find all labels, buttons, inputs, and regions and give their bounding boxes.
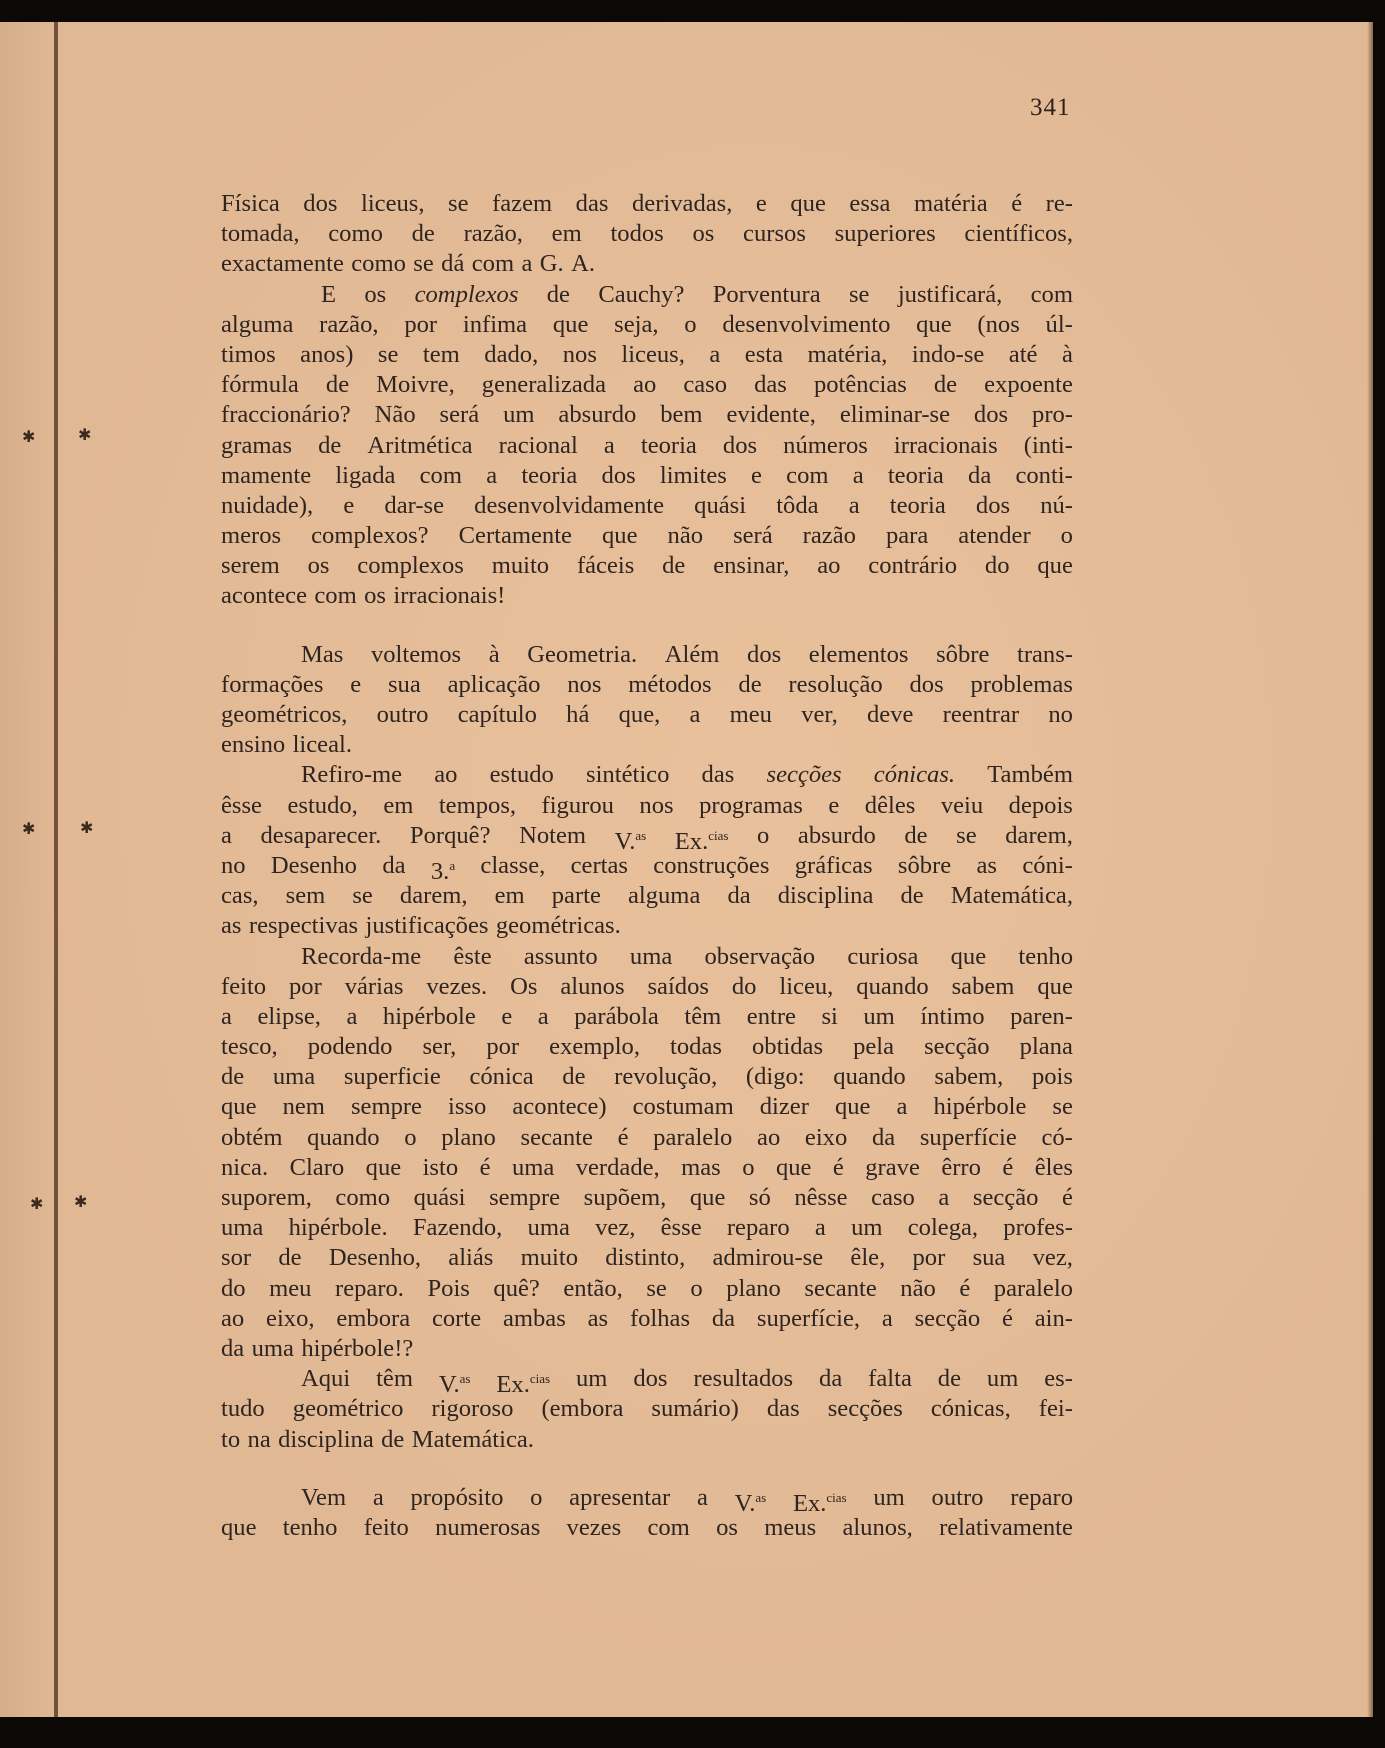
italic-term: cónicas. <box>873 761 956 789</box>
text-line: Recorda-me êste assunto uma observação curiosa que tenho <box>301 942 1073 970</box>
text-line: tudo geométrico rigoroso (embora sumário) das secções cónicas, fei- <box>221 1395 1073 1423</box>
page-number: 341 <box>1030 94 1071 121</box>
text-line: Refiro-me ao estudo sintético das secções cónicas. Também <box>221 760 1073 790</box>
text-line: Vem a propósito o apresentar a V.$^{as}$ Ex.$^{cias}$ um outro reparo <box>301 1483 1073 1517</box>
text-line: fórmula de Moivre, generalizada ao caso das potências de expoente <box>221 371 1073 399</box>
margin-ink-mark: ✱ <box>22 821 36 838</box>
margin-ink-mark: ✱ <box>22 429 36 446</box>
text-line: sor de Desenho, aliás muito distinto, admirou-se êle, por sua vez, <box>221 1244 1073 1272</box>
margin-ink-mark: ✱ <box>80 820 94 837</box>
text-line: Mas voltemos à Geometria. Além dos elementos sôbre trans- <box>301 640 1073 668</box>
italic-term: complexos <box>414 280 519 308</box>
text-line: do meu reparo. Pois quê? então, se o plano secante não é paralelo <box>221 1274 1073 1302</box>
text-line: que nem sempre isso acontece) costumam dizer que a hipérbole se <box>221 1093 1073 1121</box>
text-line: mamente ligada com a teoria dos limites e com a teoria da conti- <box>221 461 1073 489</box>
text-line: uma hipérbole. Fazendo, uma vez, êsse reparo a um colega, profes- <box>221 1214 1073 1242</box>
text-line: êsse estudo, em tempos, figurou nos programas e dêles veiu depois <box>221 791 1073 819</box>
text-line: E os complexos de Cauchy? Porventura se justificará, com <box>221 280 1073 310</box>
text-line: tesco, podendo ser, por exemplo, todas obtidas pela secção plana <box>221 1033 1073 1061</box>
body-text <box>221 189 1073 1543</box>
scanned-page <box>0 22 1373 1717</box>
text-line: a elipse, a hipérbole e a parábola têm entre si um íntimo paren- <box>221 1002 1073 1030</box>
text-line: as respectivas justificações geométricas. <box>221 912 621 940</box>
page-edge-shadow <box>1367 22 1373 1717</box>
text-line: ensino liceal. <box>221 731 352 759</box>
text-line: Física dos liceus, se fazem das derivadas, e que essa matéria é re- <box>221 190 1073 217</box>
italic-term: secções <box>766 761 842 789</box>
margin-ink-mark: ✱ <box>74 1194 88 1211</box>
text-line: ao eixo, embora corte ambas as folhas da superfície, a secção é ain- <box>221 1304 1073 1332</box>
margin-ink-mark: ✱ <box>30 1196 44 1213</box>
text-line: tomada, como de razão, em todos os cursos superiores científicos, <box>221 220 1073 248</box>
text-line: fraccionário? Não será um absurdo bem evidente, eliminar-se dos pro- <box>221 401 1073 429</box>
text-line: obtém quando o plano secante é paralelo ao eixo da superfície có- <box>221 1123 1073 1151</box>
text-line: timos anos) se tem dado, nos liceus, a esta matéria, indo-se até à <box>221 340 1073 368</box>
text-line: acontece com os irracionais! <box>221 582 506 610</box>
margin-ink-mark: ✱ <box>78 427 92 444</box>
text-line: de uma superficie cónica de revolução, (digo: quando sabem, pois <box>221 1063 1073 1091</box>
text-line: geométricos, outro capítulo há que, a meu ver, deve reentrar no <box>221 701 1073 728</box>
text-line: alguma razão, por infima que seja, o desenvolvimento que (nos úl- <box>221 310 1073 338</box>
text-line: que tenho feito numerosas vezes com os meus alunos, relativamente <box>221 1513 1073 1541</box>
text-line: nuidade), e dar-se desenvolvidamente quási tôda a teoria dos nú- <box>221 491 1073 519</box>
text-line: serem os complexos muito fáceis de ensinar, ao contrário do que <box>221 552 1073 580</box>
text-line: nica. Claro que isto é uma verdade, mas o que é grave êrro é êles <box>221 1153 1073 1181</box>
text-line: da uma hipérbole!? <box>221 1334 414 1362</box>
binding-edge <box>54 22 58 1717</box>
text-line: suporem, como quási sempre supõem, que só nêsse caso a secção é <box>221 1184 1073 1211</box>
text-line: meros complexos? Certamente que não será razão para atender o <box>221 522 1073 550</box>
text-line: no Desenho da 3.$^a$ classe, certas construções gráficas sôbre as cóni- <box>221 851 1073 885</box>
text-line: Aqui têm V.$^{as}$ Ex.$^{cias}$ um dos resultados da falta de um es- <box>301 1365 1073 1399</box>
text-line: exactamente como se dá com a G. A. <box>221 250 595 278</box>
text-line: cas, sem se darem, em parte alguma da disciplina de Matemática, <box>221 882 1073 910</box>
text-line: a desaparecer. Porquê? Notem V.$^{as}$ Ex.$^{cias}$ o absurdo de se darem, <box>221 821 1073 855</box>
text-line: formações e sua aplicação nos métodos de resolução dos problemas <box>221 670 1073 698</box>
text-line: gramas de Aritmética racional a teoria dos números irracionais (inti- <box>221 431 1073 459</box>
text-line: feito por várias vezes. Os alunos saídos do liceu, quando sabem que <box>221 972 1073 1000</box>
text-line: to na disciplina de Matemática. <box>221 1425 534 1453</box>
